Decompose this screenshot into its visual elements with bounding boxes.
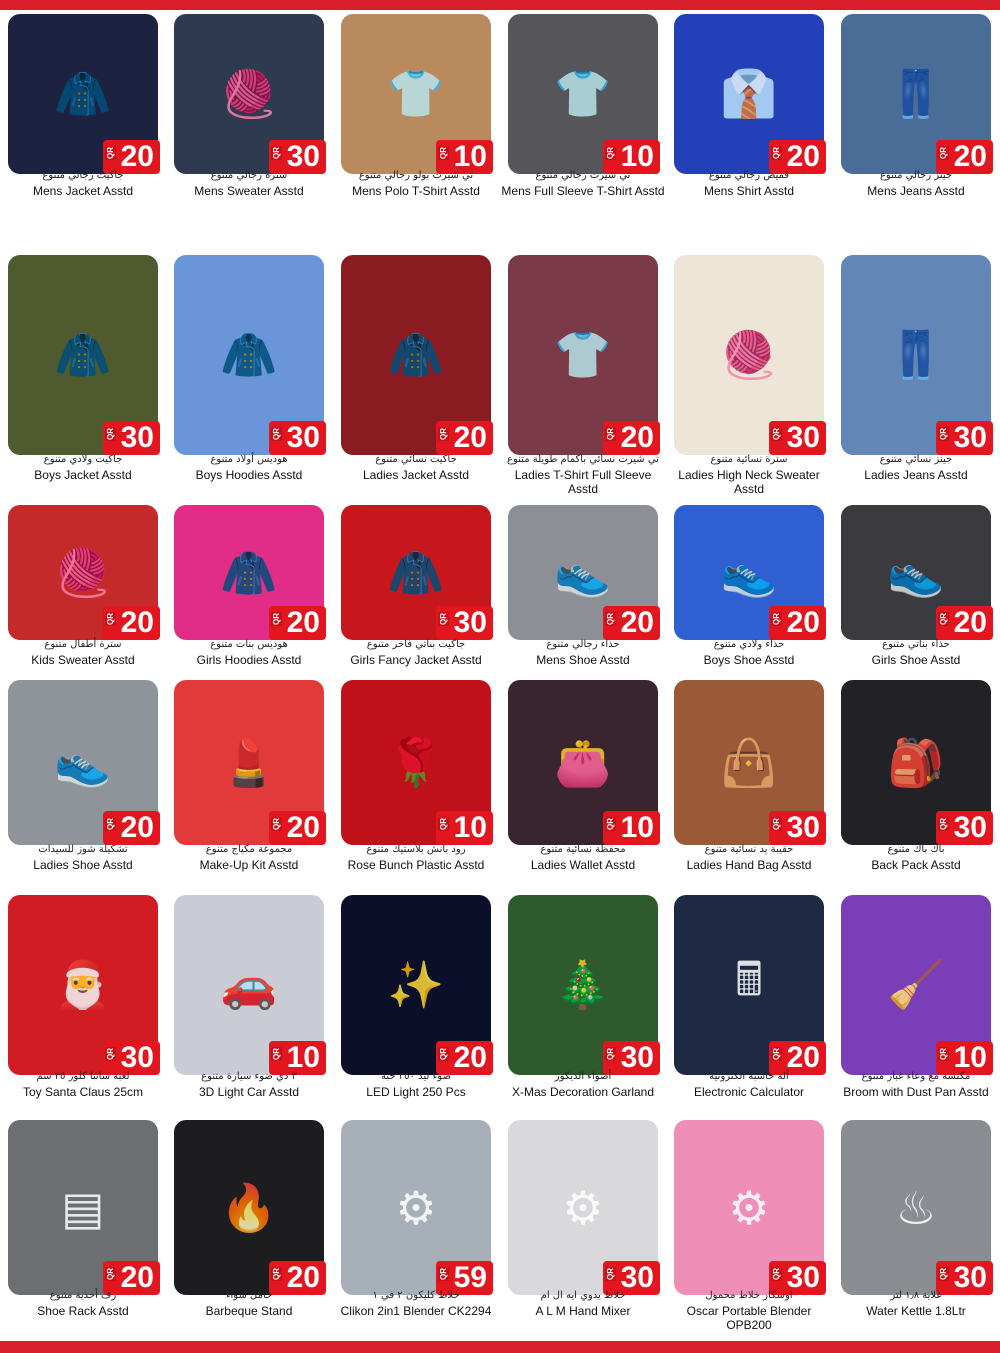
product-card [0,1120,166,1336]
price-tag [269,811,326,845]
product-arabic-name: حذاء ولادي متنوع [713,639,785,650]
product-arabic-name: حامل شواء [225,1290,273,1301]
product-card [833,505,999,685]
product-name: Mens Sweater Asstd [194,184,304,198]
bottom-red-bar [0,1341,1000,1353]
product-card [833,680,999,890]
currency-label: QR [105,428,115,440]
product-card [166,1120,332,1336]
product-arabic-name: آلة حاسبة الكترونية [709,1071,789,1082]
price-tag [603,1041,660,1075]
price-tag [103,606,160,640]
currency-label: QR [771,147,781,159]
currency-label: QR [605,1268,615,1280]
currency-label: QR [605,428,615,440]
jeans-icon: 👖 [841,14,991,174]
product-name: Ladies Shoe Asstd [33,858,133,872]
product-arabic-name: مكنسة مع وعاء غبار متنوع [861,1071,971,1082]
price-value: 30 [620,1041,654,1074]
product-name: A L M Hand Mixer [535,1304,631,1318]
product-name: Girls Fancy Jacket Asstd [350,653,482,667]
currency-label: QR [271,428,281,440]
product-name: Ladies T-Shirt Full Sleeve Asstd [514,468,652,496]
sweater-icon: 🧶 [174,14,324,174]
product-card [666,680,832,890]
product-card [500,680,666,890]
product-card [500,255,666,500]
product-arabic-name: جاكيت بناتي فاخر متنوع [366,639,466,650]
product-name: X-Mas Decoration Garland [511,1085,655,1099]
product-card [333,14,499,216]
shoe-icon: 👟 [8,680,158,845]
product-name: Oscar Portable Blender OPB200 [686,1304,812,1332]
currency-label: QR [105,1048,115,1060]
shoe-icon: 👟 [674,505,824,640]
tshirt-icon: 👕 [508,14,658,174]
garland-icon: 🎄 [508,895,658,1075]
price-tag [269,606,326,640]
product-name: Back Pack Asstd [871,858,961,872]
product-card [666,505,832,685]
price-value: 20 [620,606,654,639]
product-card [833,255,999,500]
price-tag [769,421,826,455]
product-card [500,505,666,685]
handbag-icon: 👜 [674,680,824,845]
sweater-icon: 🧶 [8,505,158,640]
backpack-icon: 🎒 [841,680,991,845]
product-card [0,680,166,890]
price-tag [436,811,493,845]
price-tag [769,140,826,174]
sweater-icon: 🧶 [674,255,824,455]
product-name: LED Light 250 Pcs [366,1085,466,1099]
product-arabic-name: جينز نسائي متنوع [879,454,953,465]
product-arabic-name: ضوء ليد ٢٥٠ حبة [381,1071,451,1082]
product-name: Ladies Hand Bag Asstd [686,858,812,872]
product-name: Boys Jacket Asstd [34,468,132,482]
product-name: Mens Jacket Asstd [32,184,134,198]
product-arabic-name: أضواء الديكور [554,1071,612,1082]
led-lights-icon: ✨ [341,895,491,1075]
product-arabic-name: مجموعة مكياج متنوع [205,844,293,855]
product-arabic-name: تي شيرت نسائي باكمام طويلة متنوع [507,454,659,465]
product-name: Ladies Wallet Asstd [530,858,636,872]
product-card [666,1120,832,1336]
price-tag [436,606,493,640]
product-name: Electronic Calculator [693,1085,805,1099]
makeup-kit-icon: 💄 [174,680,324,845]
currency-label: QR [438,1048,448,1060]
price-value: 20 [620,421,654,454]
product-card [166,895,332,1117]
product-arabic-name: تي شيرت رجالي متنوع [535,170,631,181]
product-arabic-name: رود بانش بلاستيك متنوع [366,844,466,855]
product-arabic-name: لعبة سانتا كلوز ٢٥ سم [36,1071,130,1082]
top-red-bar [0,0,1000,10]
product-arabic-name: جاكيت ولادي متنوع [43,454,123,465]
currency-label: QR [938,428,948,440]
product-card [166,680,332,890]
product-name: Mens Polo T-Shirt Asstd [352,184,480,198]
price-tag [436,421,493,455]
product-arabic-name: ٣ دي ضوء سيارة متنوع [201,1071,297,1082]
product-card [833,1120,999,1336]
price-tag [603,606,660,640]
currency-label: QR [605,818,615,830]
price-value: 30 [286,421,320,454]
currency-label: QR [771,613,781,625]
currency-label: QR [271,1268,281,1280]
currency-label: QR [438,147,448,159]
product-card [333,680,499,890]
product-arabic-name: قميص رجالي متنوع [708,170,790,181]
product-name: Mens Shoe Asstd [536,653,630,667]
currency-label: QR [271,1048,281,1060]
product-name: Toy Santa Claus 25cm [22,1085,144,1099]
price-value: 30 [786,811,820,844]
price-value: 20 [120,606,154,639]
price-value: 10 [953,1041,987,1074]
price-value: 20 [453,1041,487,1074]
product-card [833,14,999,216]
price-value: 10 [620,140,654,173]
product-card [166,14,332,216]
currency-label: QR [438,1268,448,1280]
product-card [0,255,166,500]
product-arabic-name: جينز رجالي متنوع [879,170,953,181]
product-card [500,1120,666,1336]
product-name: Mens Jeans Asstd [867,184,965,198]
rose-icon: 🌹 [341,680,491,845]
currency-label: QR [271,147,281,159]
jacket-icon: 🧥 [8,14,158,174]
currency-label: QR [771,1268,781,1280]
product-name: Ladies High Neck Sweater Asstd [678,468,820,496]
price-tag [769,1041,826,1075]
currency-label: QR [605,1048,615,1060]
product-name: Boys Shoe Asstd [703,653,795,667]
product-arabic-name: باك باك متنوع [887,844,945,855]
product-card [333,1120,499,1336]
product-arabic-name: حقيبة يد نسائية متنوع [704,844,794,855]
product-card [0,505,166,685]
product-arabic-name: حذاء رجالي متنوع [546,639,620,650]
product-name: 3D Light Car Asstd [198,1085,300,1099]
price-value: 20 [120,811,154,844]
broom-icon: 🧹 [841,895,991,1075]
product-arabic-name: سترة نسائية متنوع [710,454,788,465]
currency-label: QR [938,147,948,159]
price-value: 20 [953,140,987,173]
jacket-icon: 🧥 [8,255,158,455]
product-arabic-name: جاكيت رجالي متنوع [42,170,124,181]
product-card [500,14,666,216]
kettle-icon: ♨ [841,1120,991,1295]
product-card [833,895,999,1117]
wallet-icon: 👛 [508,680,658,845]
jeans-icon: 👖 [841,255,991,455]
product-name: Ladies Jacket Asstd [362,468,470,482]
currency-label: QR [271,818,281,830]
price-value: 20 [120,1261,154,1294]
product-arabic-name: سترة رجالي متنوع [210,170,288,181]
price-value: 30 [120,1041,154,1074]
product-name: Make-Up Kit Asstd [199,858,299,872]
shirt-icon: 👔 [674,14,824,174]
price-value: 30 [786,1261,820,1294]
product-arabic-name: غلاية ١٫٨ لتر [890,1290,942,1301]
price-tag [269,1041,326,1075]
product-name: Clikon 2in1 Blender CK2294 [340,1304,492,1318]
product-card [333,895,499,1117]
price-value: 30 [786,421,820,454]
blender-icon: ⚙ [341,1120,491,1295]
product-arabic-name: خلاط يدوي ايه ال ام [540,1290,626,1301]
price-value: 30 [286,140,320,173]
product-card [666,255,832,500]
product-name: Water Kettle 1.8Ltr [866,1304,966,1318]
price-tag [269,421,326,455]
product-name: Broom with Dust Pan Asstd [843,1085,989,1099]
price-tag [103,1041,160,1075]
shoe-icon: 👟 [841,505,991,640]
product-name: Mens Shirt Asstd [703,184,795,198]
price-value: 30 [453,606,487,639]
price-value: 30 [120,421,154,454]
price-tag [936,606,993,640]
currency-label: QR [771,428,781,440]
price-tag [769,811,826,845]
product-arabic-name: خلاط كليكون ٢ في ١ [372,1290,460,1301]
product-name: Mens Full Sleeve T-Shirt Asstd [501,184,665,198]
price-value: 30 [953,421,987,454]
price-value: 30 [620,1261,654,1294]
product-card [0,14,166,216]
price-tag [603,140,660,174]
jacket-icon: 🧥 [341,255,491,455]
price-value: 20 [786,1041,820,1074]
currency-label: QR [105,613,115,625]
product-arabic-name: سترة أطفال متنوع [44,639,122,650]
tshirt-icon: 👕 [508,255,658,455]
product-name: Girls Hoodies Asstd [196,653,302,667]
product-name: Girls Shoe Asstd [871,653,961,667]
product-arabic-name: رف أحذية متنوع [49,1290,117,1301]
product-card [500,895,666,1117]
price-value: 59 [453,1261,487,1294]
product-arabic-name: تي شيرت بولو رجالي متنوع [358,170,474,181]
product-arabic-name: محفظة نسائية متنوع [540,844,626,855]
currency-label: QR [105,147,115,159]
currency-label: QR [771,818,781,830]
product-arabic-name: حذاء بناتي متنوع [882,639,950,650]
currency-label: QR [105,1268,115,1280]
product-card [333,505,499,685]
product-card [0,895,166,1117]
price-tag [103,140,160,174]
price-value: 20 [286,606,320,639]
price-value: 30 [953,811,987,844]
currency-label: QR [771,1048,781,1060]
price-value: 20 [786,140,820,173]
currency-label: QR [938,1268,948,1280]
currency-label: QR [938,818,948,830]
price-tag [936,1041,993,1075]
product-name: Shoe Rack Asstd [37,1304,129,1318]
hoodie-icon: 🧥 [174,255,324,455]
price-value: 20 [286,1261,320,1294]
price-tag [769,606,826,640]
price-value: 10 [620,811,654,844]
price-value: 10 [453,140,487,173]
currency-label: QR [438,613,448,625]
blender-icon: ⚙ [674,1120,824,1295]
product-arabic-name: هوديس أولاد متنوع [210,454,288,465]
price-value: 20 [286,811,320,844]
product-name: Kids Sweater Asstd [31,653,135,667]
price-tag [436,1041,493,1075]
product-arabic-name: هوديس بنات متنوع [210,639,288,650]
price-value: 10 [286,1041,320,1074]
hand-mixer-icon: ⚙ [508,1120,658,1295]
price-tag [603,811,660,845]
hoodie-icon: 🧥 [174,505,324,640]
price-tag [936,140,993,174]
product-card [333,255,499,500]
santa-icon: 🎅 [8,895,158,1075]
price-tag [103,811,160,845]
product-name: Rose Bunch Plastic Asstd [347,858,485,872]
price-value: 30 [953,1261,987,1294]
price-value: 20 [453,421,487,454]
jacket-icon: 🧥 [341,505,491,640]
currency-label: QR [438,428,448,440]
currency-label: QR [938,1048,948,1060]
shoe-rack-icon: ▤ [8,1120,158,1295]
currency-label: QR [271,613,281,625]
product-name: Ladies Jeans Asstd [864,468,968,482]
calculator-icon: 🖩 [674,895,824,1075]
product-card [166,255,332,500]
currency-label: QR [438,818,448,830]
currency-label: QR [105,818,115,830]
shoe-icon: 👟 [508,505,658,640]
barbeque-icon: 🔥 [174,1120,324,1295]
product-name: Barbeque Stand [205,1304,293,1318]
currency-label: QR [605,613,615,625]
product-card [166,505,332,685]
currency-label: QR [605,147,615,159]
currency-label: QR [938,613,948,625]
price-value: 20 [953,606,987,639]
price-tag [936,811,993,845]
product-card [666,14,832,216]
product-arabic-name: تشكيلة شوز للسيدات [38,844,128,855]
product-card [666,895,832,1117]
price-tag [103,421,160,455]
price-tag [436,140,493,174]
price-value: 20 [120,140,154,173]
polo-shirt-icon: 👕 [341,14,491,174]
price-value: 20 [786,606,820,639]
product-arabic-name: جاكيت نسائي متنوع [375,454,457,465]
toy-car-icon: 🚗 [174,895,324,1075]
price-tag [269,140,326,174]
product-name: Boys Hoodies Asstd [195,468,303,482]
price-tag [936,421,993,455]
product-arabic-name: اوسكار خلاط محمول [705,1290,793,1301]
price-tag [603,421,660,455]
price-value: 10 [453,811,487,844]
